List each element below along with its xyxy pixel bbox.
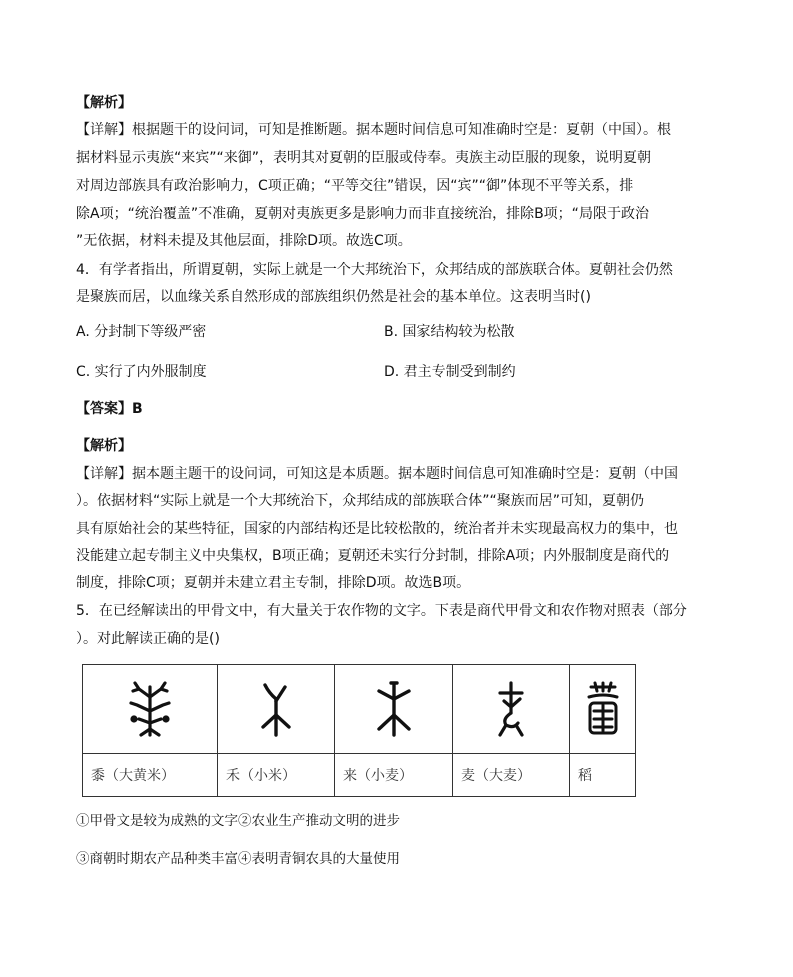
- q4-detail-line-5: 制度，排除C项；夏朝并未建立君主专制，排除D项。故选B项。: [76, 575, 471, 591]
- q4-stem-line-2: 是聚族而居，以血缘关系自然形成的部族组织仍然是社会的基本单位。这表明当时(): [76, 289, 591, 305]
- q3-detail-line-4: 除A项；“统治覆盖”不准确，夏朝对夷族更多是影响力而非直接统治，排除B项；“局限于政治: [76, 206, 649, 222]
- q5-statement-line-2: ③商朝时期农产品种类丰富④表明青铜农具的大量使用: [76, 851, 400, 867]
- q4-option-c: C. 实行了内外服制度: [76, 364, 207, 380]
- oracle-shu-icon: [83, 665, 218, 754]
- oracle-lai-icon: [335, 665, 453, 754]
- q4-detail-line-4: 没能建立起专制主义中央集权，B项正确；夏朝还未实行分封制，排除A项；内外服制度是商代的: [76, 548, 670, 564]
- oracle-dao-icon: [570, 665, 636, 754]
- q3-detail-line-3: 对周边部族具有政治影响力，C项正确；“平等交往”错误，因“宾”“御”体现不平等关系，排: [76, 178, 634, 194]
- q4-analysis-label: 【解析】: [76, 438, 132, 454]
- q5-stem-line-1: 5．在已经解读出的甲骨文中，有大量关于农作物的文字。下表是商代甲骨文和农作物对照表（部分: [76, 603, 687, 619]
- q4-option-b: B. 国家结构较为松散: [384, 324, 515, 340]
- oracle-bone-crop-table: [82, 664, 636, 797]
- q3-detail-line-2: 据材料显示夷族“来宾”“来御”，表明其对夏朝的臣服或侍奉。夷族主动臣服的现象，说明夏朝: [76, 150, 652, 166]
- q3-detail-line-5: ”无依据，材料未提及其他层面，排除D项。故选C项。: [76, 233, 412, 249]
- oracle-mai-icon: [453, 665, 570, 754]
- crop-name-shu: 黍（大黄米）: [83, 754, 218, 797]
- q5-stem-line-2: ）。对此解读正确的是(): [76, 631, 220, 647]
- q4-option-d: D. 君主专制受到制约: [384, 364, 516, 380]
- q4-detail-line-3: 具有原始社会的某些特征，国家的内部结构还是比较松散的，统治者并未实现最高权力的集中，也: [76, 521, 678, 537]
- q4-answer-label: 【答案】: [76, 401, 132, 417]
- oracle-he-icon: [218, 665, 335, 754]
- q3-analysis-label: 【解析】: [76, 95, 132, 111]
- glyph-row: [83, 665, 636, 754]
- crop-name-lai: 来（小麦）: [335, 754, 453, 797]
- q3-detail-line-1: 【详解】根据题干的设问词，可知是推断题。据本题时间信息可知准确时空是：夏朝（中国）。根: [76, 122, 671, 138]
- q5-statement-line-1: ①甲骨文是较为成熟的文字②农业生产推动文明的进步: [76, 813, 400, 829]
- q4-option-a: A. 分封制下等级严密: [76, 324, 207, 340]
- name-row: [83, 754, 636, 797]
- crop-name-mai: 麦（大麦）: [453, 754, 570, 797]
- q4-detail-line-2: ）。依据材料“实际上就是一个大邦统治下，众邦结成的部族联合体”“聚族而居”可知，夏朝仍: [76, 493, 645, 509]
- q4-answer-value: B: [132, 401, 143, 417]
- q4-detail-line-1: 【详解】据本题主题干的设问词，可知这是本质题。据本题时间信息可知准确时空是：夏朝（中国: [76, 466, 678, 482]
- q4-answer-row: [76, 396, 143, 423]
- crop-name-dao: 稻: [570, 754, 636, 797]
- crop-name-he: 禾（小米）: [218, 754, 335, 797]
- q4-stem-line-1: 4．有学者指出，所谓夏朝，实际上就是一个大邦统治下，众邦结成的部族联合体。夏朝社会仍然: [76, 262, 673, 278]
